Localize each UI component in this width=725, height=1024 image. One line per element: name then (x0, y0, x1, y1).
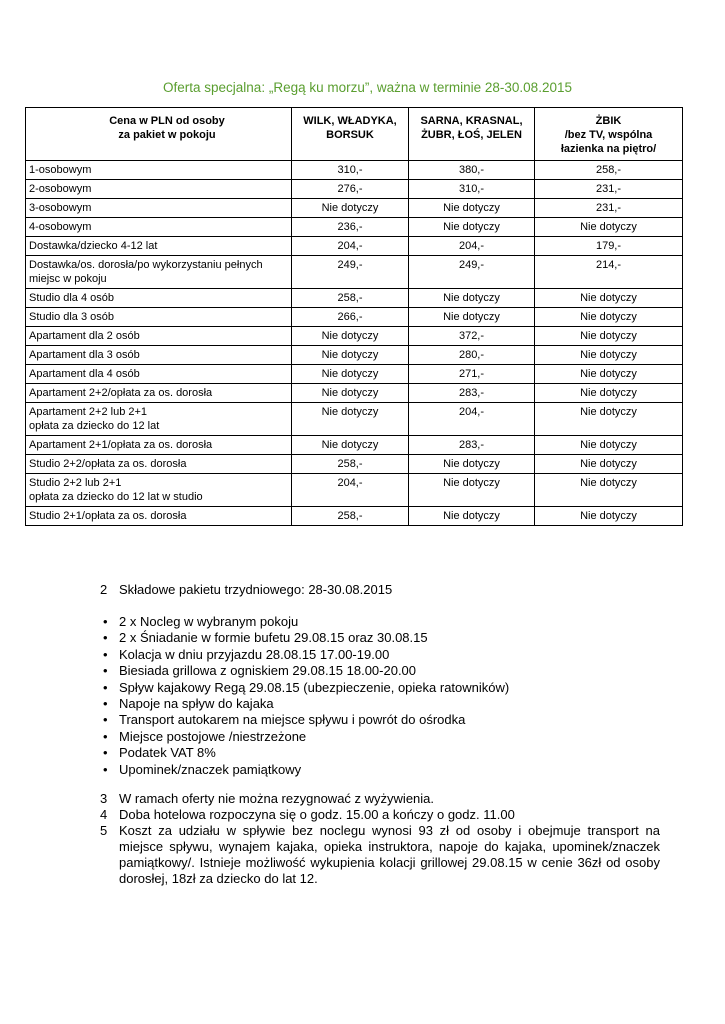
price-cell: Nie dotyczy (535, 403, 683, 436)
price-table (25, 107, 683, 526)
table-row (26, 180, 683, 199)
table-row (26, 161, 683, 180)
table-header-row (26, 108, 683, 161)
bullet-icon: • (103, 745, 108, 761)
table-row (26, 436, 683, 455)
note-item: 5 Koszt za udziału w spływie bez noclegu wynosi 93 zł od osoby i obejmuje transport na miejsce spływu, wynajem kajaka, opieka instruktora, napoje do kajaka, upominek/znaczek pamiątkowy/. Istnieje możliwość wykupienia kolacji grillowej 29.08.15 w cenie 36zł od osoby dorosłej, 18zł za dziecko do lat 12. (100, 823, 660, 886)
table-row (26, 256, 683, 289)
bullet-icon: • (103, 630, 108, 646)
note-item: 4 Doba hotelowa rozpoczyna się o godz. 15.00 a kończy o godz. 11.00 (100, 807, 515, 822)
row-label: 1-osobowym (26, 161, 292, 180)
row-label: Apartament 2+2 lub 2+1 opłata za dziecko do 12 lat (26, 403, 292, 436)
table-row (26, 327, 683, 346)
table-row (26, 384, 683, 403)
bullet-icon: • (103, 712, 108, 728)
price-cell: Nie dotyczy (535, 346, 683, 365)
row-label: Studio dla 3 osób (26, 308, 292, 327)
table-row (26, 507, 683, 526)
row-label: Apartament dla 3 osób (26, 346, 292, 365)
price-cell: Nie dotyczy (409, 474, 535, 507)
price-cell: 310,- (409, 180, 535, 199)
price-cell: 310,- (292, 161, 409, 180)
price-cell: Nie dotyczy (409, 507, 535, 526)
row-label: Studio 2+2/opłata za os. dorosła (26, 455, 292, 474)
price-cell: Nie dotyczy (292, 327, 409, 346)
list-item: • Transport autokarem na miejsce spływu i powrót do ośrodka (100, 712, 660, 728)
row-label: Apartament dla 4 osób (26, 365, 292, 384)
price-cell: Nie dotyczy (535, 436, 683, 455)
price-cell: 249,- (409, 256, 535, 289)
table-row (26, 308, 683, 327)
price-cell: Nie dotyczy (535, 289, 683, 308)
row-label: 3-osobowym (26, 199, 292, 218)
price-cell: Nie dotyczy (409, 218, 535, 237)
price-cell: 283,- (409, 436, 535, 455)
price-cell: 258,- (292, 507, 409, 526)
price-cell: Nie dotyczy (292, 199, 409, 218)
package-section (100, 581, 660, 778)
table-row (26, 365, 683, 384)
row-label: Studio dla 4 osób (26, 289, 292, 308)
bullet-icon: • (103, 614, 108, 629)
row-label: 2-osobowym (26, 180, 292, 199)
notes-section (100, 791, 660, 887)
row-label: Dostawka/dziecko 4-12 lat (26, 237, 292, 256)
price-cell: Nie dotyczy (409, 199, 535, 218)
price-cell: Nie dotyczy (292, 436, 409, 455)
table-row (26, 199, 683, 218)
price-cell: 236,- (292, 218, 409, 237)
price-cell: 372,- (409, 327, 535, 346)
list-item: • Biesiada grillowa z ogniskiem 29.08.15 18.00-20.00 (100, 663, 660, 679)
list-item: • 2 x Nocleg w wybranym pokoju (100, 614, 660, 630)
bullet-icon: • (103, 663, 108, 679)
price-cell: Nie dotyczy (409, 455, 535, 474)
price-cell: 231,- (535, 180, 683, 199)
price-cell: Nie dotyczy (292, 365, 409, 384)
header-sarna-krasnal-zubr: SARNA, KRASNAL, ŻUBR, ŁOŚ, JELEN (409, 108, 535, 161)
list-item: • Napoje na spływ do kajaka (100, 696, 660, 712)
document-title: Oferta specjalna: „Regą ku morzu”, ważna w terminie 28-30.08.2015 (163, 80, 572, 95)
price-cell: 266,- (292, 308, 409, 327)
bullet-icon: • (103, 761, 108, 777)
price-cell: 380,- (409, 161, 535, 180)
table-row (26, 455, 683, 474)
list-item: • Miejsce postojowe /niestrzeżone (100, 729, 660, 745)
bullet-icon: • (103, 728, 108, 744)
price-cell: Nie dotyczy (535, 384, 683, 403)
row-label: Apartament 2+2/opłata za os. dorosła (26, 384, 292, 403)
price-cell: 204,- (409, 237, 535, 256)
row-label: Apartament 2+1/opłata za os. dorosła (26, 436, 292, 455)
price-cell: 204,- (292, 237, 409, 256)
header-price-per-person: Cena w PLN od osoby za pakiet w pokoju (26, 108, 292, 161)
bullet-icon: • (103, 646, 108, 662)
price-cell: Nie dotyczy (535, 327, 683, 346)
list-item: • Upominek/znaczek pamiątkowy (100, 762, 660, 778)
price-cell: 258,- (292, 289, 409, 308)
price-cell: 214,- (535, 256, 683, 289)
table-row (26, 237, 683, 256)
table-row (26, 289, 683, 308)
price-cell: 280,- (409, 346, 535, 365)
price-cell: Nie dotyczy (292, 346, 409, 365)
price-cell: 258,- (292, 455, 409, 474)
row-label: 4-osobowym (26, 218, 292, 237)
price-cell: Nie dotyczy (292, 384, 409, 403)
price-cell: Nie dotyczy (535, 474, 683, 507)
price-cell: Nie dotyczy (535, 218, 683, 237)
header-wilk-wladyka-borsuk: WILK, WŁADYKA, BORSUK (292, 108, 409, 161)
table-row (26, 474, 683, 507)
price-cell: 231,- (535, 199, 683, 218)
package-items-list (100, 614, 660, 778)
price-cell: Nie dotyczy (292, 403, 409, 436)
price-cell: 276,- (292, 180, 409, 199)
price-cell: Nie dotyczy (535, 365, 683, 384)
row-label: Dostawka/os. dorosła/po wykorzystaniu pełnych miejsc w pokoju (26, 256, 292, 289)
table-row (26, 218, 683, 237)
bullet-icon: • (103, 695, 108, 711)
table-row (26, 346, 683, 365)
price-cell: 204,- (292, 474, 409, 507)
price-cell: 249,- (292, 256, 409, 289)
note-item: 3 W ramach oferty nie można rezygnować z wyżywienia. (100, 791, 435, 806)
table-row (26, 403, 683, 436)
price-cell: Nie dotyczy (409, 289, 535, 308)
row-label: Apartament dla 2 osób (26, 327, 292, 346)
header-zbik: ŻBIK /bez TV, wspólna łazienka na piętro/ (535, 108, 683, 161)
bullet-icon: • (103, 679, 108, 695)
price-cell: Nie dotyczy (535, 308, 683, 327)
price-cell: Nie dotyczy (535, 455, 683, 474)
price-cell: 258,- (535, 161, 683, 180)
price-cell: 283,- (409, 384, 535, 403)
list-item: • Kolacja w dniu przyjazdu 28.08.15 17.00-19.00 (100, 647, 660, 663)
package-heading: 2 Składowe pakietu trzydniowego: 28-30.08.2015 (100, 582, 393, 597)
list-item: • 2 x Śniadanie w formie bufetu 29.08.15 oraz 30.08.15 (100, 630, 660, 646)
price-cell: Nie dotyczy (535, 507, 683, 526)
price-cell: 179,- (535, 237, 683, 256)
price-cell: 271,- (409, 365, 535, 384)
row-label: Studio 2+1/opłata za os. dorosła (26, 507, 292, 526)
list-item: • Podatek VAT 8% (100, 745, 660, 761)
row-label: Studio 2+2 lub 2+1 opłata za dziecko do 12 lat w studio (26, 474, 292, 507)
price-cell: Nie dotyczy (409, 308, 535, 327)
list-item: • Spływ kajakowy Regą 29.08.15 (ubezpieczenie, opieka ratowników) (100, 680, 660, 696)
price-cell: 204,- (409, 403, 535, 436)
